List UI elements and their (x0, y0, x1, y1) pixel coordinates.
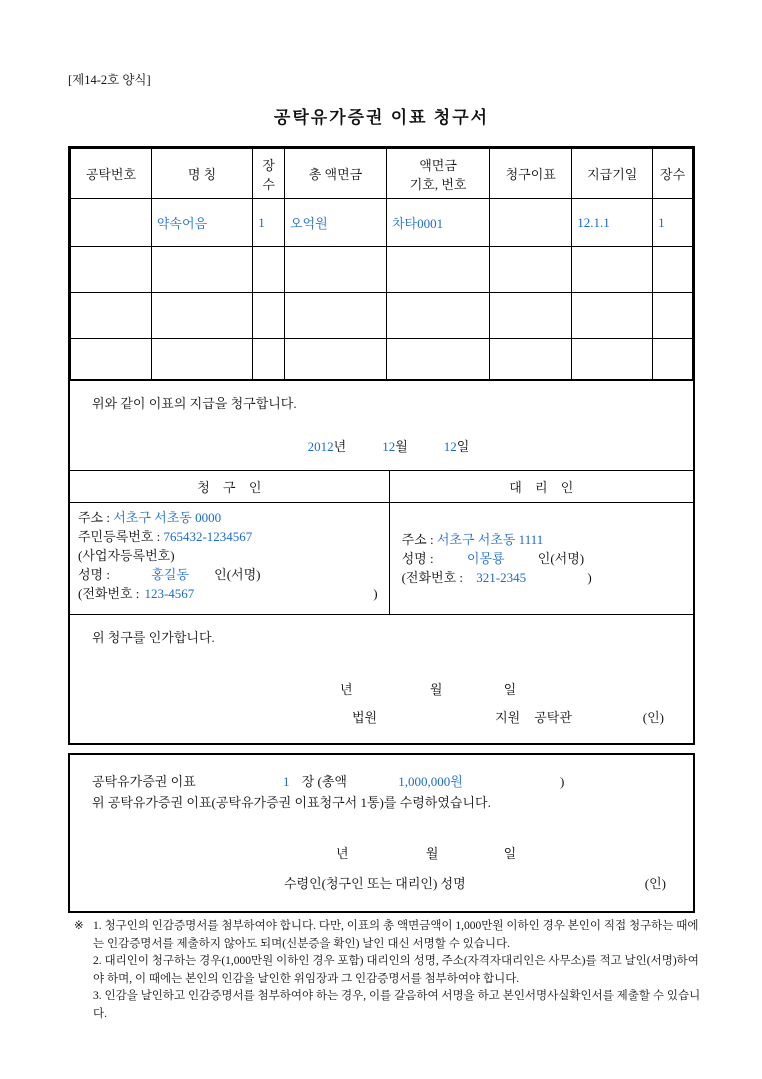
cell-empty (284, 339, 386, 380)
cell-empty (653, 339, 693, 380)
cell-empty (490, 339, 572, 380)
receipt-seal-label: (인) (644, 876, 666, 891)
agent-name-line (402, 549, 687, 568)
footnote-item-2: 2. 대리인이 청구하는 경우(1,000만원 이하인 경우 포함) 대리인의 성명, 주소(자격자대리인은 사무소)를 적고 날인(서명)하여야 하며, 이 때에는 본인의 인감을 날인한 위임장과 그 인감증명서를 첨부하여야 합니다. (93, 955, 699, 985)
cell-total-face-value: 오억원 (284, 199, 386, 247)
claimant-name-label: 성명 : (78, 567, 110, 582)
footnote-marker: ※ (74, 920, 84, 932)
receipt-count-unit: 장 (총액 (301, 774, 347, 789)
cell-empty (572, 339, 653, 380)
agent-name-label: 성명 : (401, 551, 434, 566)
table-row (71, 293, 693, 339)
agent-phone-close: ) (587, 570, 592, 585)
approval-court-label: 법원 (352, 710, 378, 725)
receipt-year-label: 년 (336, 846, 349, 861)
footnote-item-3: 3. 인감을 날인하고 인감증명서를 첨부하여야 하는 경우, 이를 갈음하여 서명을 하고 본인서명사실확인서를 제출할 수 있습니다. (93, 990, 701, 1020)
claimant-address-line (78, 508, 383, 527)
table-row (71, 247, 693, 293)
receipt-day-label: 일 (503, 846, 517, 861)
cell-empty (151, 339, 252, 380)
agent-seal-label: 인(서명) (537, 551, 585, 566)
header-sheets-1: 장수 (253, 149, 285, 199)
cell-empty (386, 339, 489, 380)
receipt-confirm-text: 위 공탁유가증권 이표(공탁유가증권 이표청구서 1통)를 수령하였습니다. (92, 795, 491, 810)
date-day-value: 12 (443, 439, 457, 454)
header-face-value-line2: 기호, 번호 (409, 176, 467, 192)
cell-empty (71, 293, 152, 339)
claimant-address-value: 서초구 서초동 0000 (113, 510, 222, 525)
cell-sheets-1: 1 (253, 199, 285, 247)
agent-address-line (402, 530, 687, 549)
header-requested-coupon: 청구이표 (490, 149, 572, 199)
cell-payment-date: 12.1.1 (572, 199, 653, 247)
statement-text: 위와 같이 이표의 지급을 청구합니다. (92, 396, 297, 411)
agent-address-value: 서초구 서초동 1111 (436, 532, 544, 547)
cell-empty (490, 247, 572, 293)
receipt-receiver-label: 수령인(청구인 또는 대리인) 성명 (284, 876, 466, 891)
party-header-row (70, 470, 693, 503)
receipt-date-line (336, 843, 516, 862)
cell-deposit-no (71, 199, 152, 247)
header-deposit-no: 공탁번호 (71, 149, 152, 199)
date-day-label: 일 (456, 439, 470, 454)
table-row (71, 339, 693, 380)
approval-branch-label: 지원 (495, 710, 521, 725)
receipt-label: 공탁유가증권 이표 (92, 774, 196, 789)
form-code: [제14-2호 양식] (68, 73, 151, 87)
form-body (68, 146, 695, 913)
receipt-month-label: 월 (425, 846, 439, 861)
claimant-rrn-value: 765432-1234567 (163, 529, 253, 544)
cell-empty (386, 293, 489, 339)
cell-empty (253, 339, 285, 380)
receipt-amount-value: 1,000,000원 (398, 774, 463, 789)
claimant-phone-label: (전화번호 : (78, 586, 140, 601)
cell-empty (572, 293, 653, 339)
date-month-label: 월 (395, 439, 408, 454)
date-year-value: 2012 (307, 439, 334, 454)
cell-empty (386, 247, 489, 293)
receipt-close-paren: ) (560, 774, 565, 789)
receipt-count-value: 1 (282, 774, 290, 789)
approval-seal-label: (인) (642, 710, 664, 725)
agent-name-value: 이몽룡 (466, 551, 505, 566)
securities-table (70, 148, 693, 380)
agent-header: 대 리 인 (509, 480, 574, 495)
cell-face-value-no: 차타0001 (386, 199, 489, 247)
cell-sheets-2: 1 (653, 199, 693, 247)
table-row (71, 199, 693, 247)
cell-empty (572, 247, 653, 293)
claimant-phone-line (78, 584, 383, 603)
approval-officer-label: 공탁관 (534, 710, 572, 725)
approval-section (70, 615, 693, 743)
claimant-name-line (78, 565, 383, 584)
header-face-value-no (386, 149, 489, 199)
statement-section (70, 380, 693, 470)
claimant-seal-label: 인(서명) (214, 567, 261, 582)
cell-empty (253, 293, 285, 339)
claimant-rrn-label: 주민등록번호 : (78, 529, 161, 544)
header-face-value-line1: 액면금 (419, 157, 457, 173)
claimant-rrn-line (78, 527, 383, 546)
header-sheets-2: 장수 (653, 149, 693, 199)
cell-empty (71, 247, 152, 293)
party-details-row (70, 503, 693, 615)
approval-officials-line (70, 707, 693, 726)
approval-text: 위 청구를 인가합니다. (92, 630, 215, 645)
cell-empty (253, 247, 285, 293)
claimant-brn-line: (사업자등록번호) (78, 548, 175, 563)
cell-empty (653, 293, 693, 339)
claimant-phone-close: ) (373, 586, 378, 601)
receipt-receiver-line (70, 873, 693, 892)
footnotes (74, 918, 705, 1023)
page-title: 공탁유가증권 이표 청구서 (273, 108, 490, 127)
receipt-section (68, 753, 695, 913)
header-payment-date: 지급기일 (572, 149, 653, 199)
statement-date (70, 436, 693, 455)
cell-empty (151, 247, 252, 293)
date-year-label: 년 (333, 439, 347, 454)
receipt-summary-line (70, 755, 693, 790)
date-month-value: 12 (382, 439, 396, 454)
cell-empty (151, 293, 252, 339)
header-total-face-value: 총 액면금 (284, 149, 386, 199)
header-name: 명 칭 (151, 149, 252, 199)
cell-requested-coupon (490, 199, 572, 247)
agent-phone-line (402, 568, 687, 587)
agent-details (390, 503, 693, 614)
claimant-name-value: 홍길동 (151, 567, 189, 582)
footnote-item-1: 1. 청구인의 인감증명서를 첨부하여야 합니다. 다만, 이표의 총 액면금액이 1,000만원 이하인 경우 본인이 직접 청구하는 때에는 인감증명서를 제출하지 않아도 되며(신분증을 확인) 날인 대신 서명할 수 있습니다. (93, 920, 699, 950)
table-header-row (71, 149, 693, 199)
cell-empty (284, 247, 386, 293)
approval-day-label: 일 (503, 682, 517, 697)
agent-phone-label: (전화번호 : (401, 570, 464, 585)
agent-phone-value: 321-2345 (476, 570, 527, 585)
cell-empty (490, 293, 572, 339)
agent-address-label: 주소 : (401, 532, 434, 547)
cell-empty (284, 293, 386, 339)
cell-empty (71, 339, 152, 380)
claimant-address-label: 주소 : (78, 510, 110, 525)
cell-empty (653, 247, 693, 293)
claimant-header: 청 구 인 (70, 471, 390, 502)
main-form-box (68, 146, 695, 745)
approval-month-label: 월 (429, 682, 443, 697)
approval-year-label: 년 (340, 682, 353, 697)
claimant-phone-value: 123-4567 (144, 586, 195, 601)
claimant-details (70, 503, 390, 614)
approval-date-line (340, 679, 516, 698)
cell-name: 약속어음 (151, 199, 252, 247)
